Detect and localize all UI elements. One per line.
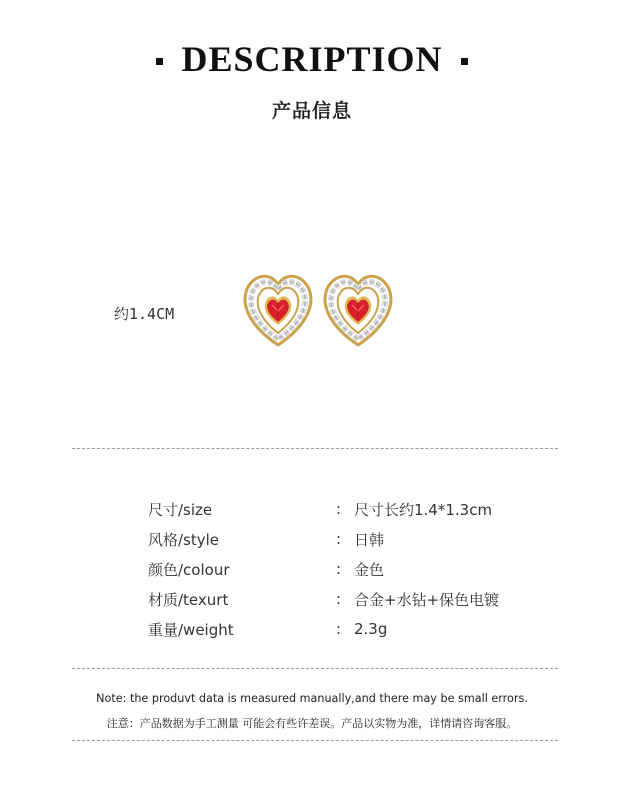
- spec-value: 合金+水钻+保色电镀: [354, 590, 500, 609]
- spec-separator: :: [336, 560, 342, 578]
- spec-label: 颜色/colour: [148, 560, 230, 579]
- spec-row: [148, 614, 568, 644]
- note-english: Note: the produvt data is measured manually,and there may be small errors.: [96, 692, 528, 705]
- spec-separator: :: [336, 620, 342, 638]
- spec-separator: :: [336, 590, 342, 608]
- earrings-image: [238, 265, 398, 355]
- header: [0, 38, 624, 123]
- spec-value: 2.3g: [354, 620, 388, 638]
- spec-row: [148, 494, 568, 524]
- notes: [0, 692, 624, 731]
- size-label: 约1.4CM: [114, 305, 175, 323]
- right-bullet-icon: [461, 58, 468, 65]
- spec-label: 重量/weight: [148, 620, 234, 639]
- spec-separator: :: [336, 500, 342, 518]
- spec-row: [148, 554, 568, 584]
- spec-label: 材质/texurt: [148, 590, 229, 609]
- spec-value: 金色: [354, 560, 385, 579]
- spec-value: 尺寸长约1.4*1.3cm: [354, 500, 493, 519]
- left-bullet-icon: [156, 58, 163, 65]
- page-title: DESCRIPTION: [181, 39, 443, 79]
- spec-row: [148, 584, 568, 614]
- spec-table: [148, 494, 568, 644]
- spec-separator: :: [336, 530, 342, 548]
- divider-top: [72, 448, 558, 449]
- page-subtitle: 产品信息: [271, 100, 352, 122]
- spec-label: 风格/style: [148, 530, 220, 549]
- note-chinese: 注意：产品数据为手工测量 可能会有些许差误。产品以实物为准，详情请咨询客服。: [106, 717, 518, 730]
- divider-bottom: [72, 740, 558, 741]
- spec-value: 日韩: [354, 530, 385, 549]
- title-row: [0, 38, 624, 80]
- divider-middle: [72, 668, 558, 669]
- spec-label: 尺寸/size: [148, 500, 213, 519]
- spec-row: [148, 524, 568, 554]
